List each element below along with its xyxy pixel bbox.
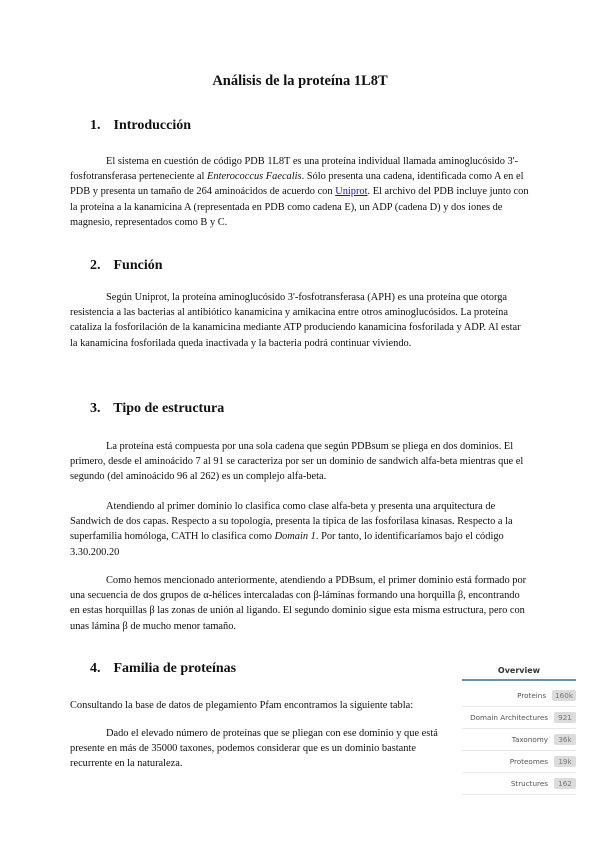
species-name: Enterococcus Faecalis <box>207 171 302 183</box>
domain-name: Domain 1 <box>274 531 316 543</box>
pfam-overview-table <box>462 666 576 795</box>
overview-label: Proteins <box>517 691 547 700</box>
paragraph-funcion: Según Uniprot, la proteína aminoglucósido 3'-fosfotransferasa (APH) es una proteína que otorga resistencia a las bacterias al antibiótico kanamicina y amikacina entre otros aminoglucósidos. La proteína cataliza la fosforilación de la kanamicina mediante ATP produciendo kanamicina fosforilada y ADP. Al estar la kanamicina fosforilada queda inactivada y la bacteria podrá continuar viviendo. <box>70 292 521 349</box>
uniprot-link[interactable]: Uniprot <box>335 186 368 198</box>
section-title: Introducción <box>113 118 192 133</box>
section-heading-introduccion <box>90 118 191 134</box>
overview-row-domain-architectures <box>462 707 576 729</box>
section-heading-tipo-estructura <box>90 401 224 417</box>
paragraph-introduccion: El sistema en cuestión de código PDB 1L8T es una proteína individual llamada aminoglucósido 3'-fosfotransferasa perteneciente al Enterococcus Faecalis. Sólo presenta una cadena, identificada como A en el PDB y presenta un tamaño de 264 aminoácidos de acuerdo con Uniprot. El archivo del PDB incluye junto con la proteína a la kanamicina A (representada en PDB como cadena E), un ADP (cadena D) y dos iones de magnesio, representados como B y C. <box>70 156 529 228</box>
overview-count-badge: 160k <box>552 690 576 701</box>
section-number: 4. <box>90 661 101 676</box>
overview-row-structures <box>462 773 576 795</box>
overview-row-proteins <box>462 685 576 707</box>
section-heading-funcion <box>90 258 163 274</box>
overview-label: Proteomes <box>509 757 548 766</box>
overview-count-badge: 162 <box>554 778 576 789</box>
overview-count-badge: 921 <box>554 712 576 723</box>
overview-count-badge: 19k <box>554 756 576 767</box>
overview-label: Taxonomy <box>511 735 548 744</box>
paragraph-estructura-2: Atendiendo al primer dominio lo clasifica como clase alfa-beta y presenta una arquitectura de Sandwich de dos capas. Respecto a su topología, presenta la típica de las fosforilasa kinasas. Respecto a la superfamilia homóloga, CATH lo clasifica como Domain 1. Por tanto, lo identificaríamos bajo el código 3.30.200.20 <box>70 501 513 558</box>
overview-row-taxonomy <box>462 729 576 751</box>
section-number: 3. <box>90 401 101 416</box>
overview-row-proteomes <box>462 751 576 773</box>
overview-title: Overview <box>462 666 576 681</box>
paragraph-familia-2: Dado el elevado número de proteínas que se pliegan con ese dominio y que está presente en más de 35000 taxones, podemos considerar que es un dominio bastante recurrente en la naturaleza. <box>70 728 438 770</box>
section-heading-familia <box>90 661 236 677</box>
section-title: Tipo de estructura <box>113 401 225 416</box>
section-title: Familia de proteínas <box>113 661 237 676</box>
paragraph-estructura-1: La proteína está compuesta por una sola cadena que según PDBsum se pliega en dos dominios. El primero, desde el aminoácido 7 al 91 se caracteriza por ser un dominio de sandwich alfa-beta mientras que el segundo (del aminoácido 96 al 262) es un complejo alfa-beta. <box>70 441 524 483</box>
paragraph-familia-1: Consultando la base de datos de plegamiento Pfam encontramos la siguiente tabla: <box>70 700 414 711</box>
section-number: 2. <box>90 258 101 273</box>
section-title: Función <box>113 258 163 273</box>
overview-count-badge: 36k <box>554 734 576 745</box>
paragraph-estructura-3: Como hemos mencionado anteriormente, atendiendo a PDBsum, el primer dominio está formado por una secuencia de dos grupos de α-hélices intercaladas con β-láminas formando una horquilla β, encontrando en estas horquillas β las zonas de unión al ligando. El segundo dominio sigue esta misma estructura, pero con unas lámina β de mucho menor tamaño. <box>70 575 527 632</box>
section-number: 1. <box>90 118 101 133</box>
document-title: Análisis de la proteína 1L8T <box>212 73 388 89</box>
overview-label: Structures <box>510 779 548 788</box>
overview-label: Domain Architectures <box>470 713 548 722</box>
